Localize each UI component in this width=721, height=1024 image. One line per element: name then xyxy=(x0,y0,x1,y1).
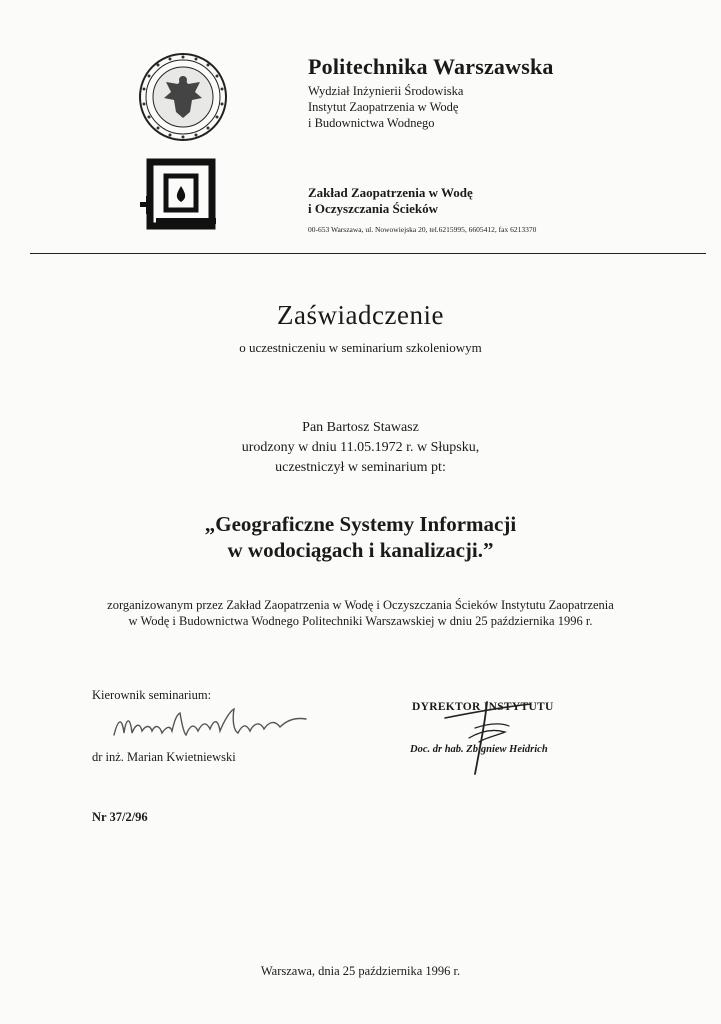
certificate-subtitle: o uczestniczeniu w seminarium szkoleniowym xyxy=(239,340,482,355)
faculty-lines xyxy=(308,83,463,131)
seminar-title-line: w wodociągach i kanalizacji.” xyxy=(227,538,494,562)
document-number: Nr 37/2/96 xyxy=(92,810,148,824)
issue-date: Warszawa, dnia 25 października 1996 r. xyxy=(260,964,461,978)
participant-line: urodzony w dniu 11.05.1972 r. w Słupsku, xyxy=(241,440,480,455)
seminar-leader-name: dr inż. Marian Kwietniewski xyxy=(92,750,236,764)
faculty-line: i Budownictwa Wodnego xyxy=(308,116,435,130)
participant-line: uczestniczył w seminarium pt: xyxy=(275,460,446,475)
organizer-line: zorganizowanym przez Zakład Zaopatrzenia w Wodę i Oczyszczania Ścieków Instytutu Zaopatrzenia xyxy=(107,598,614,612)
department-line: Zakład Zaopatrzenia w Wodę xyxy=(308,185,473,200)
department-name xyxy=(308,185,473,217)
participant-line: Pan Bartosz Stawasz xyxy=(302,420,419,435)
institution-name: Politechnika Warszawska xyxy=(308,54,554,79)
director-name: Doc. dr hab. Zbigniew Heidrich xyxy=(410,744,548,755)
faculty-line: Wydział Inżynierii Środowiska xyxy=(308,84,464,98)
director-label: DYREKTOR INSTYTUTU xyxy=(412,701,554,713)
participant-details xyxy=(0,418,721,478)
department-line: i Oczyszczania Ścieków xyxy=(308,201,438,216)
director-signature xyxy=(435,698,545,778)
certificate-title: Zaświadczenie xyxy=(277,300,444,330)
organizer-statement xyxy=(0,597,721,629)
seminar-title xyxy=(0,511,721,563)
university-seal-icon xyxy=(138,52,228,142)
header-divider xyxy=(30,253,706,254)
organizer-line: w Wodę i Budownictwa Wodnego Politechniki Warszawskiej w dniu 25 października 1996 r. xyxy=(128,614,593,628)
water-supply-logo-icon xyxy=(140,158,220,236)
seminar-leader-signature xyxy=(110,705,315,745)
address: 00-653 Warszawa, ul. Nowowiejska 20, tel.6215995, 6605412, fax 6213370 xyxy=(308,225,537,234)
seminar-leader-label: Kierownik seminarium: xyxy=(92,688,212,702)
seminar-title-line: „Geograficzne Systemy Informacji xyxy=(204,512,517,536)
faculty-line: Instytut Zaopatrzenia w Wodę xyxy=(308,100,459,114)
